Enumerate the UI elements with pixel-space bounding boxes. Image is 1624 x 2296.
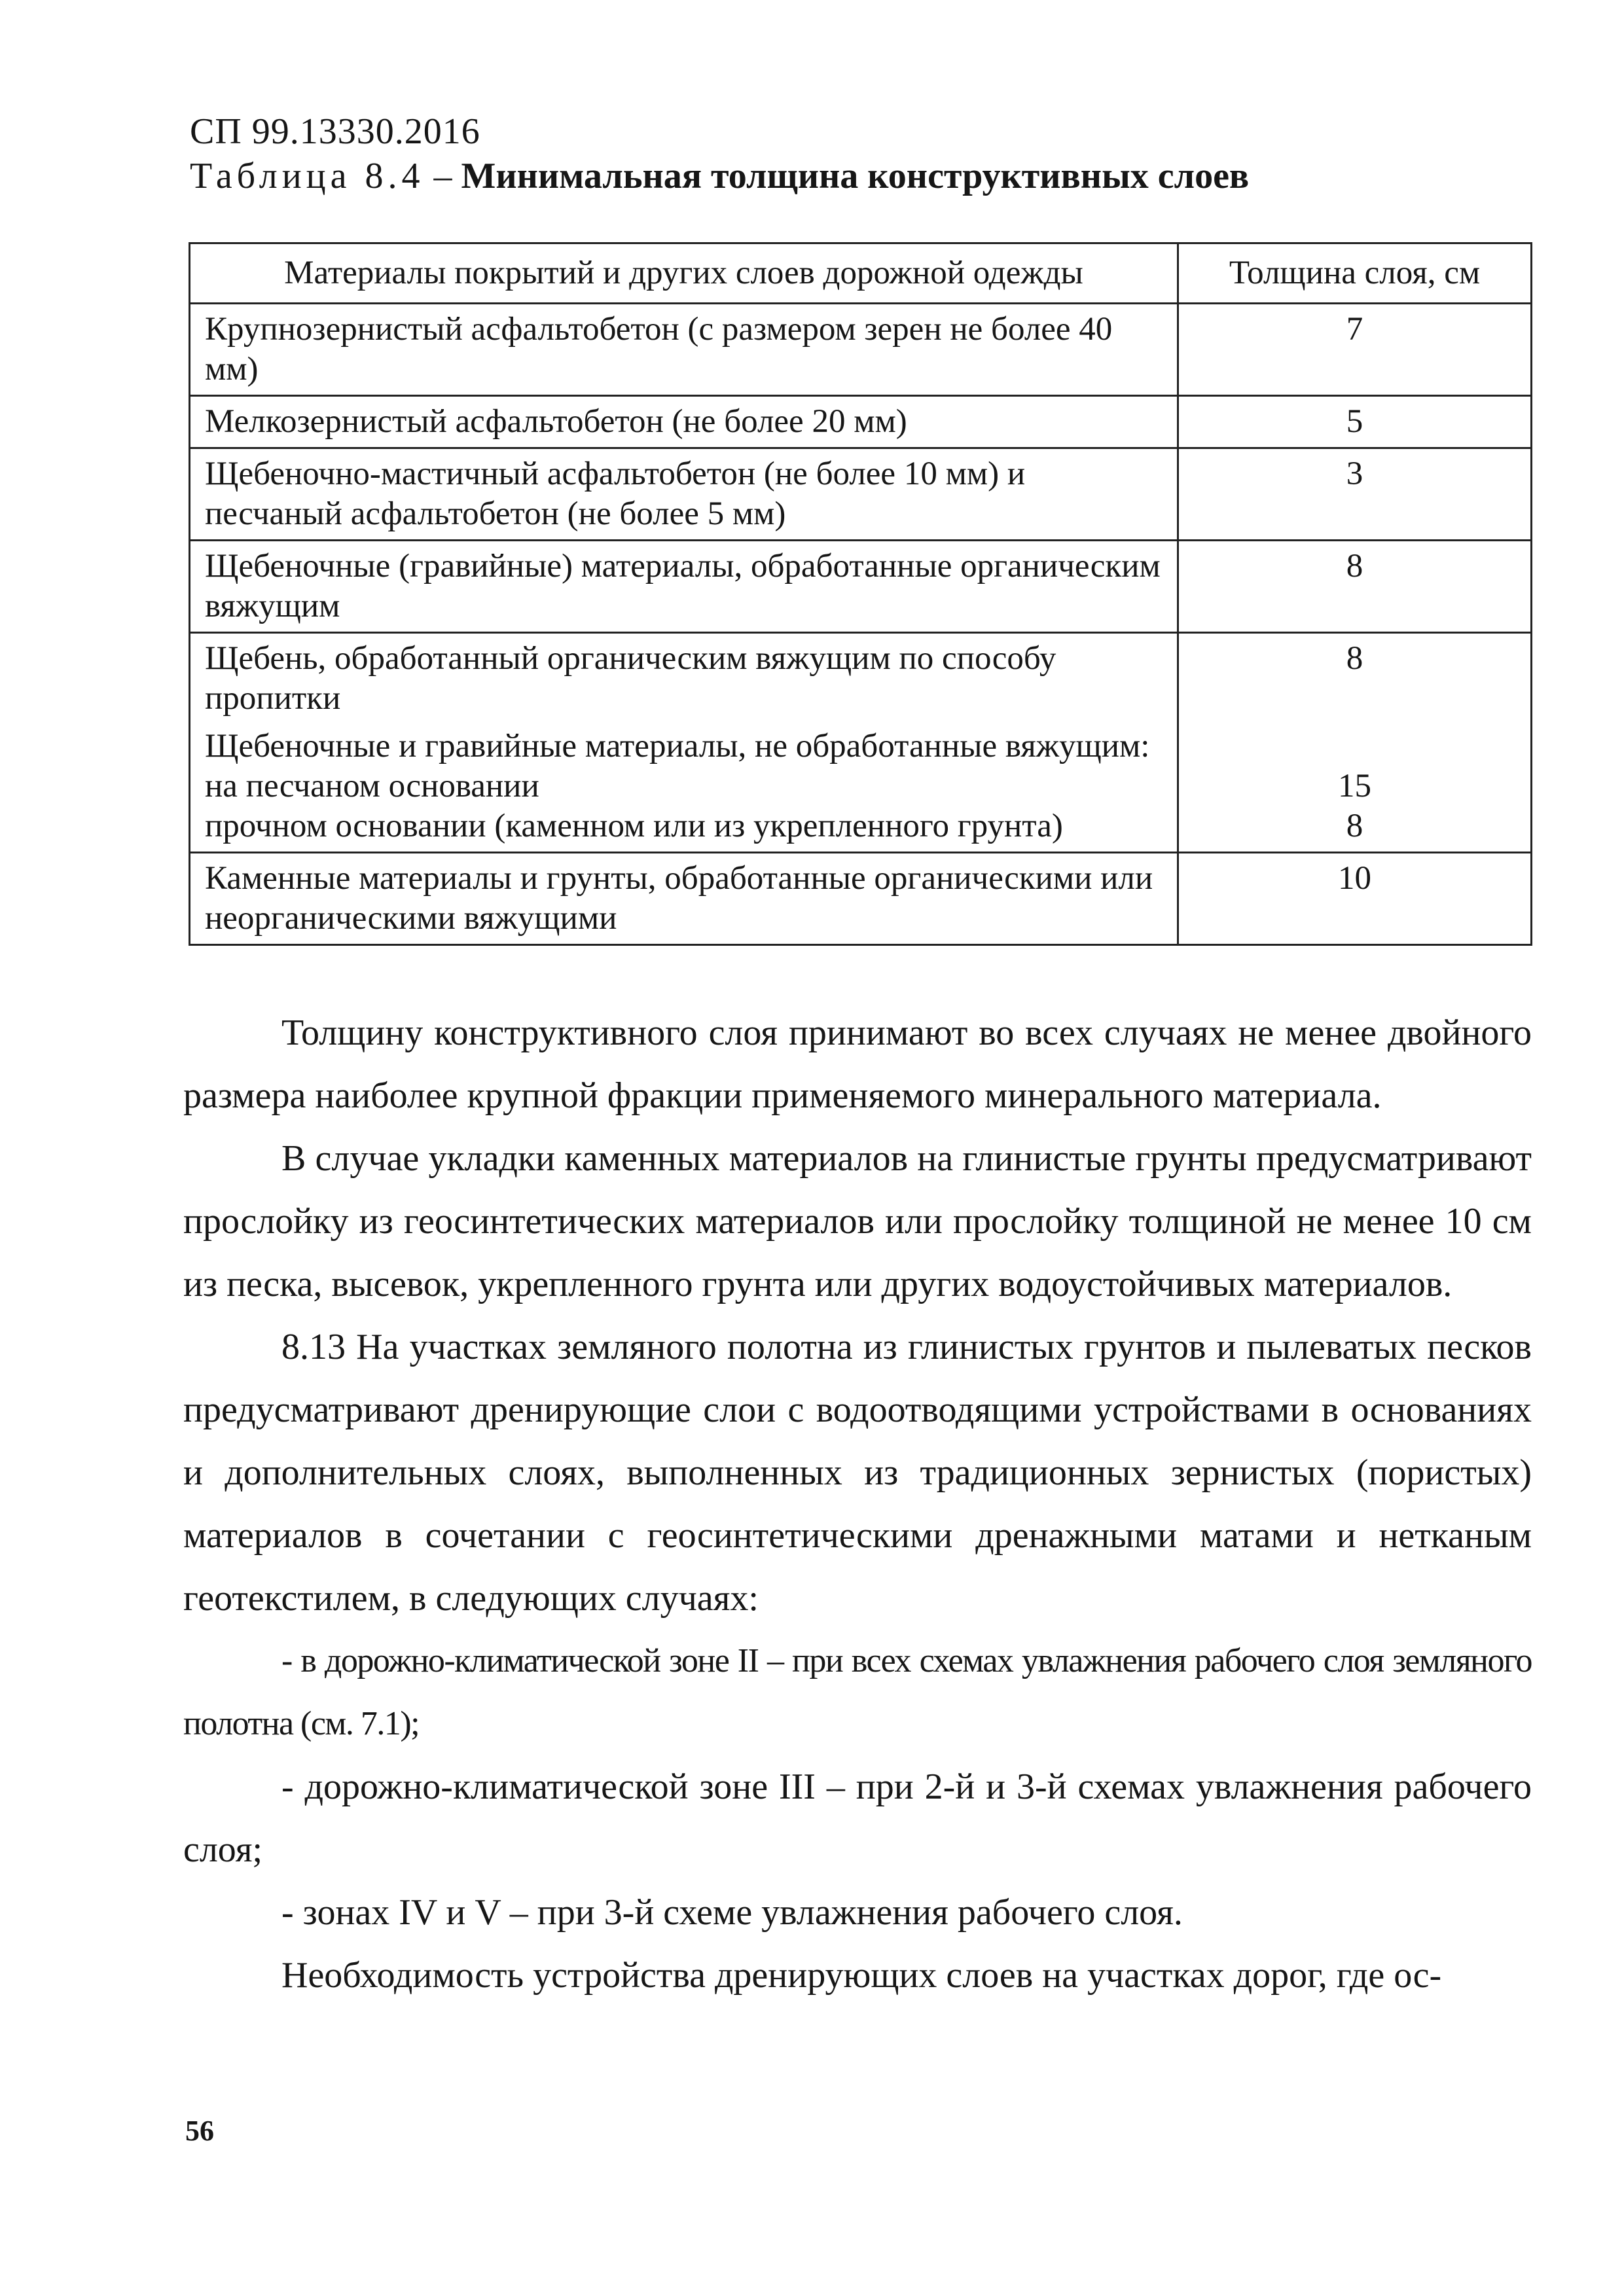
body-text — [183, 1001, 1532, 2007]
thickness-cell: 3 — [1178, 448, 1532, 541]
paragraph-8-13: 8.13 На участках земляного полотна из глинистых грунтов и пылеватых песков предусматривают дренирующие слои с водоотводящими устройствами в основаниях и дополнительных слоях, выполненных из традиционных зернистых (пористых) материалов в сочетании с геосинтетическими дренажными матами и нетканым геотекстилем, в следующих случаях: — [183, 1327, 1532, 1619]
thickness-cell: 5 — [1178, 396, 1532, 448]
table-title: Минимальная толщина конструктивных слоев — [461, 156, 1250, 196]
table-row — [190, 304, 1532, 396]
material-cell: Щебеночно-мастичный асфальтобетон (не более 10 мм) и песчаный асфальтобетон (не более 5 мм) — [190, 448, 1178, 541]
table-row — [190, 396, 1532, 448]
header-material: Материалы покрытий и других слоев дорожной одежды — [190, 243, 1178, 304]
table-dash: – — [424, 156, 461, 196]
table-row — [190, 633, 1532, 853]
document-code: СП 99.13330.2016 — [190, 111, 480, 152]
paragraph: Толщину конструктивного слоя принимают во всех случаях не менее двойного размера наиболее крупной фракции применяемого минерального материала. — [183, 1013, 1532, 1116]
material-text: Щебень, обработанный органическим вяжущим по способу пропитки — [205, 640, 1056, 717]
table-row — [190, 448, 1532, 541]
thickness-cell: 7 — [1178, 304, 1532, 396]
list-item: - дорожно-климатической зоне III – при 2-й и 3-й схемах увлажнения рабочего слоя; — [183, 1767, 1532, 1870]
thickness-cell: 10 — [1178, 853, 1532, 945]
table-row — [190, 853, 1532, 945]
table-row — [190, 541, 1532, 633]
page-number: 56 — [185, 2115, 214, 2147]
thickness-value: 8 — [1346, 640, 1363, 677]
thickness-spacer — [1193, 726, 1516, 766]
material-cell: Каменные материалы и грунты, обработанные органическими или неорганическими вяжущими — [190, 853, 1178, 945]
list-item: - в дорожно-климатической зоне II – при всех схемах увлажнения рабочего слоя земляного полотна (см. 7.1); — [183, 1642, 1532, 1742]
material-cell: Щебеночные (гравийные) материалы, обработанные органическим вяжущим — [190, 541, 1178, 633]
header-thickness: Толщина слоя, см — [1178, 243, 1532, 304]
material-cell: Мелкозернистый асфальтобетон (не более 20 мм) — [190, 396, 1178, 448]
thickness-solid: 8 — [1346, 808, 1363, 844]
thickness-table — [189, 242, 1532, 946]
paragraph: Необходимость устройства дренирующих слоев на участках дорог, где ос- — [281, 1955, 1442, 1996]
thickness-sand: 15 — [1338, 768, 1371, 804]
thickness-cell: 8 — [1178, 541, 1532, 633]
sub-material-sand: на песчаном основании — [205, 768, 539, 804]
table-header-row — [190, 243, 1532, 304]
material-cell — [190, 633, 1178, 853]
material-cell: Крупнозернистый асфальтобетон (с размером зерен не более 40 мм) — [190, 304, 1178, 396]
paragraph: В случае укладки каменных материалов на глинистые грунты предусматривают прослойку из геосинтетических материалов или прослойку толщиной не менее 10 см из песка, высевок, укрепленного грунта или других водоустойчивых материалов. — [183, 1138, 1532, 1304]
thickness-spacer — [1193, 687, 1516, 726]
thickness-cell — [1178, 633, 1532, 853]
table-caption — [190, 154, 1249, 198]
table-label: Таблица 8.4 — [190, 156, 425, 196]
sub-material-solid: прочном основании (каменном или из укрепленного грунта) — [205, 808, 1063, 844]
material-text-2: Щебеночные и гравийные материалы, не обработанные вяжущим: — [205, 728, 1150, 764]
list-item: - зонах IV и V – при 3-й схеме увлажнения рабочего слоя. — [281, 1892, 1183, 1933]
